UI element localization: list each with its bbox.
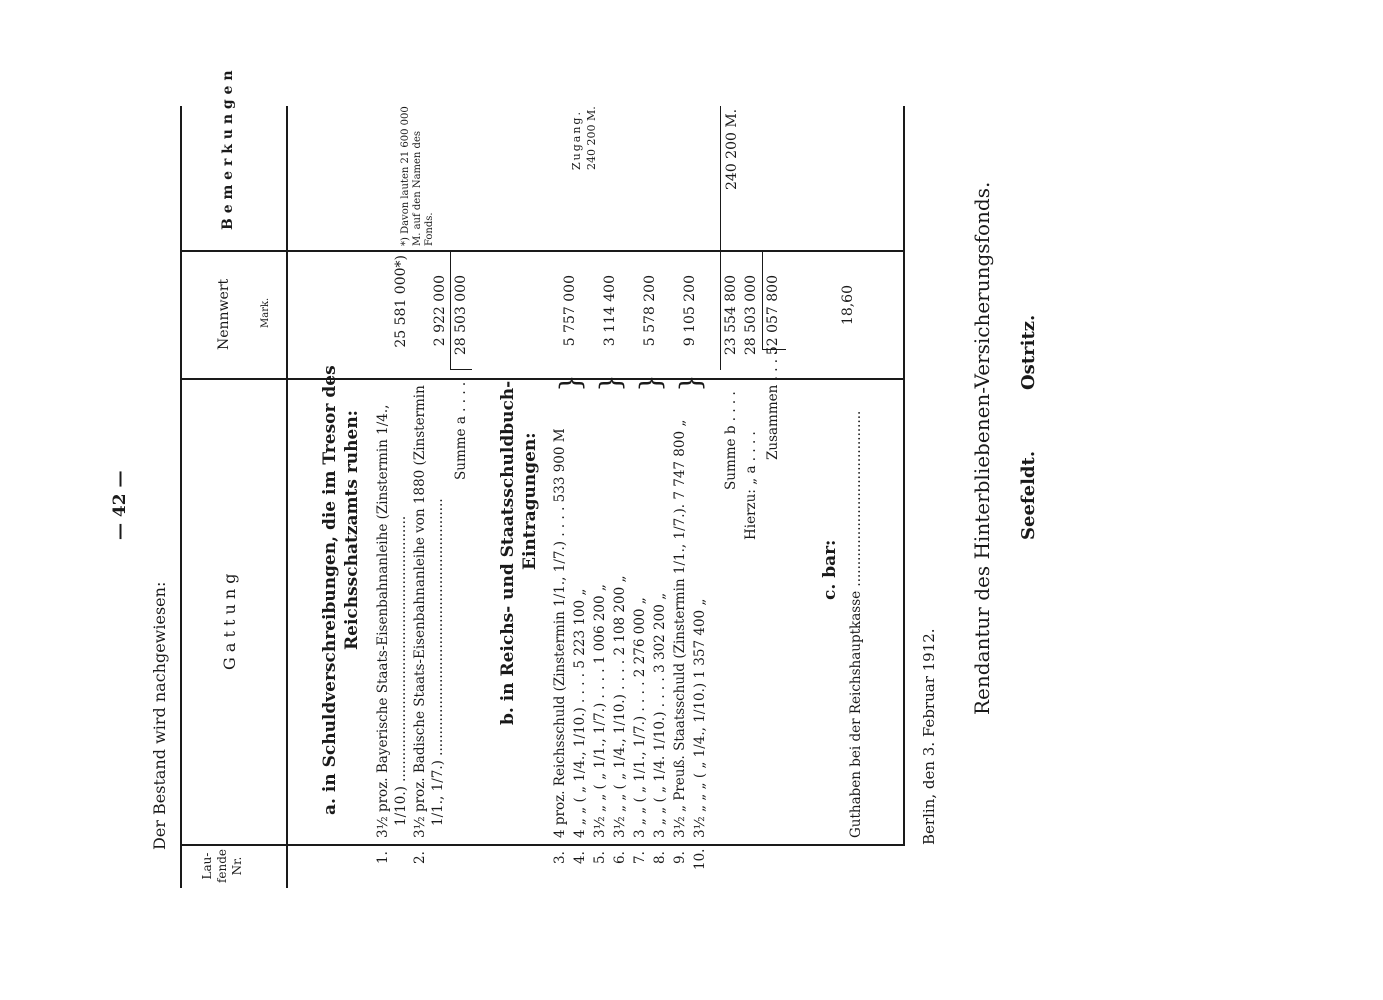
signature-ostritz: Ostritz.: [1018, 314, 1039, 390]
section-a-title-2: Reichsschatzamts ruhen:: [342, 410, 362, 650]
brace-7-8: }: [634, 374, 667, 392]
row-2-text: 3½ proz. Badische Staats-Eisenbahnanleihe von 1880 (Zinstermin: [412, 385, 428, 838]
row-9-nr: 9.: [672, 851, 688, 864]
row-1-text-2: 1/10.) ..............................................................: [393, 515, 409, 826]
group-value-9-10: 9 105 200: [682, 275, 698, 347]
sum-b-rule: [720, 252, 721, 370]
row-c-text: Guthaben bei der Reichshauptkasse .........................................: [848, 410, 864, 838]
remark-zugang-amount: 240 200 M.: [585, 106, 598, 170]
group-value-5-6: 3 114 400: [602, 275, 618, 347]
row-5-nr: 5.: [592, 851, 608, 864]
row-5-text: 3½ „ „ ( „ 1/1., 1/7.) . . . . 1 006 200 „: [592, 584, 608, 838]
row-7-nr: 7.: [632, 851, 648, 864]
row-10-nr: 10.: [692, 848, 708, 870]
section-a-title: a. in Schuldverschreibungen, die im Tresor des: [320, 365, 340, 815]
group-value-3-4: 5 757 000: [562, 275, 578, 347]
row-3-nr: 3.: [552, 851, 568, 864]
zusammen-value: 52 057 800: [765, 275, 781, 356]
header-nennwert-unit: Mark.: [260, 297, 271, 328]
intro-text: Der Bestand wird nachgewiesen:: [150, 581, 169, 850]
col-sep-nennwert: [180, 250, 905, 252]
section-b-title-2: Eintragungen:: [520, 432, 540, 570]
row-c-value: 18,60: [840, 285, 856, 326]
header-gattung: G a t t u n g: [220, 573, 239, 670]
footer-office: Rendantur des Hinterbliebenen-Versicherungsfonds.: [970, 181, 994, 715]
row-10-text: 3½ „ „ „ ( „ 1/4., 1/10.) 1 357 400 „: [692, 598, 708, 838]
sum-a-label: Summe a . . . .: [453, 381, 469, 480]
row-4-text: 4 „ „ ( „ 1/4., 1/10.) . . . . 5 223 100 „: [572, 588, 588, 838]
row-9-text: 3½ „ Preuß. Staatsschuld (Zinstermin 1/1., 1/7.). 7 747 800 „: [672, 419, 688, 838]
group-value-7-8: 5 578 200: [642, 275, 658, 347]
rotated-document-page: [110, 0, 1039, 950]
zusammen-label: Zusammen . . . .: [765, 350, 781, 460]
signature-seefeldt: Seefeldt.: [1018, 450, 1039, 540]
brace-3-4: }: [554, 374, 587, 392]
row-1-nr: 1.: [375, 851, 391, 864]
remark-zugang: Zugang.: [570, 110, 583, 170]
zusammen-rule: [762, 252, 763, 350]
row-6-text: 3½ „ „ ( „ 1/4., 1/10.) . . . . 2 108 200 „: [612, 575, 628, 838]
remark-total-rule: [720, 106, 721, 250]
place-date: Berlin, den 3. Februar 1912.: [920, 628, 938, 845]
header-nennwert: Nennwert: [216, 278, 232, 350]
col-sep-gattung: [180, 378, 905, 380]
remark-note-a: *) Davon lauten 21 600 000 M. auf den Namen des Fonds.: [400, 106, 435, 246]
row-8-nr: 8.: [652, 851, 668, 864]
row-2-text-2: 1/1., 1/7.) ............................................................: [430, 498, 446, 826]
row-4-nr: 4.: [572, 851, 588, 864]
section-c-title: c. bar:: [820, 539, 840, 600]
row-2-nr: 2.: [412, 851, 428, 864]
row-8-text: 3 „ „ ( „ 1/4. 1/10.) . . . . 3 302 200 „: [652, 592, 668, 838]
digitization-credit: [1360, 0, 1383, 1000]
table-header-rule: [286, 106, 288, 888]
hierzu-value: 28 503 000: [743, 275, 759, 356]
col-sep-nr: [180, 844, 905, 846]
row-2-value: 2 922 000: [432, 275, 448, 347]
row-3-text: 4 proz. Reichsschuld (Zinstermin 1/1., 1/7.) . . . . 533 900 M: [552, 428, 568, 838]
sum-b-value: 23 554 800: [723, 275, 739, 356]
row-1-value: 25 581 000*): [393, 255, 409, 348]
page-number: — 42 —: [110, 470, 130, 540]
sum-b-label: Summe b . . . .: [723, 391, 739, 490]
table-top-rule: [180, 106, 182, 888]
header-lfd-nr: Lau-fende Nr.: [200, 848, 244, 884]
brace-5-6: }: [594, 374, 627, 392]
remark-total: 240 200 M.: [724, 108, 740, 190]
hierzu-label: Hierzu: „ a . . . .: [743, 431, 759, 540]
row-6-nr: 6.: [612, 851, 628, 864]
sum-a-rule: [450, 252, 451, 370]
brace-9-10: }: [674, 374, 707, 392]
row-7-text: 3 „ „ ( „ 1/1., 1/7.) . . . . 2 276 000 „: [632, 597, 648, 838]
sum-a-value: 28 503 000: [453, 275, 469, 356]
header-bemerkungen: B e m e r k u n g e n: [220, 70, 236, 230]
section-b-title: b. in Reichs- und Staatsschuldbuch-: [498, 380, 518, 725]
table-bottom-rule: [903, 106, 905, 846]
row-1-text: 3½ proz. Bayerische Staats-Eisenbahnanleihe (Zinstermin 1/4.,: [375, 404, 391, 838]
